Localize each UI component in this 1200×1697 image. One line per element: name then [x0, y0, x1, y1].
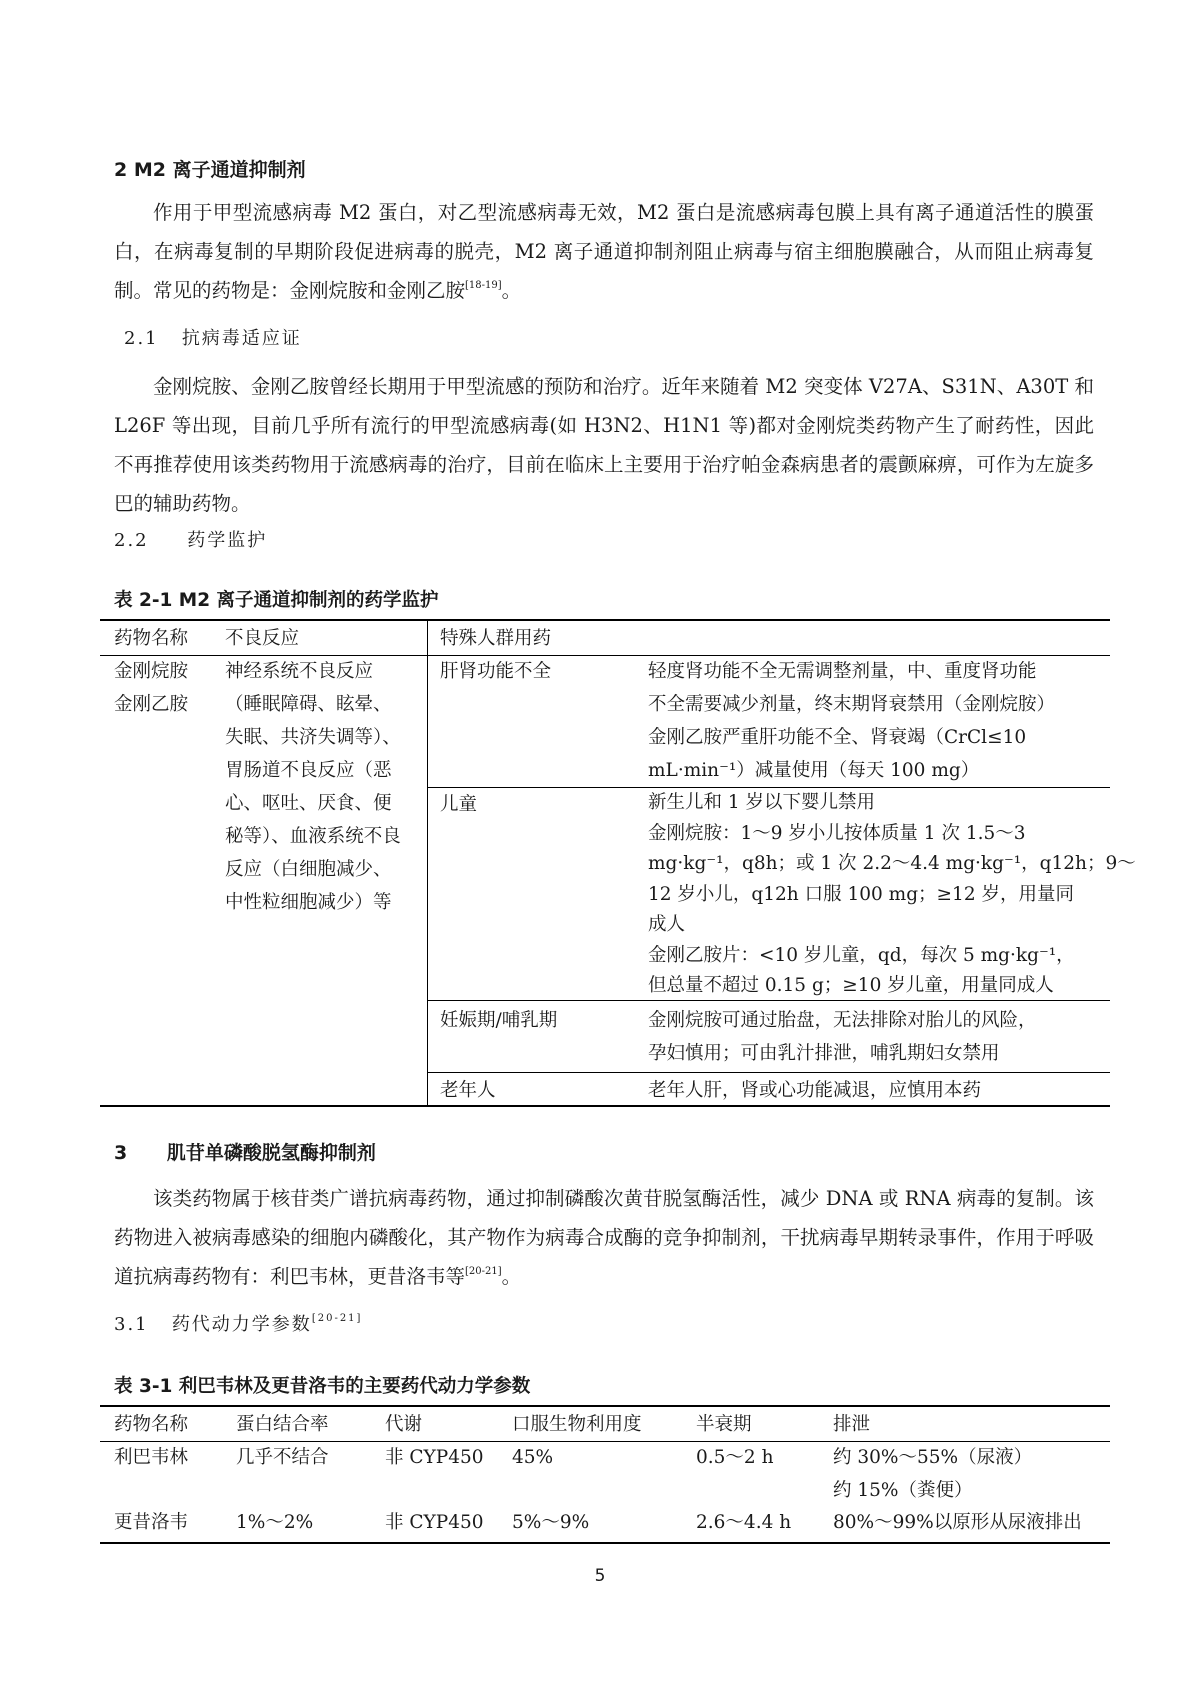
adverse-line: 失眠、共济失调等）、 — [225, 727, 401, 748]
header-drug-name: 药物名称 — [114, 628, 189, 649]
adverse-line: 秘等）、血液系统不良 — [225, 826, 401, 847]
guidance-line: 金刚烷胺：1～9 岁小儿按体质量 1 次 1.5～3 — [648, 822, 1026, 844]
subsection-number: 2.1 — [124, 328, 159, 349]
header-bioavailability: 口服生物利用度 — [512, 1414, 642, 1435]
subsection-title: 药代动力学参数 — [171, 1314, 312, 1335]
citation-ref: [20-21] — [311, 1313, 363, 1324]
section-3-heading: 3 肌苷单磷酸脱氢酶抑制剂 — [114, 1142, 376, 1164]
guidance-line: mg·kg⁻¹，q8h；或 1 次 2.2～4.4 mg·kg⁻¹，q12h；9～ — [648, 853, 1136, 874]
table-column-divider — [427, 619, 428, 1106]
bioavailability-value: 5%～9% — [512, 1512, 590, 1533]
table-2-1-caption: 表 2-1 M2 离子通道抑制剂的药学监护 — [114, 590, 439, 611]
header-metabolism: 代谢 — [385, 1414, 423, 1435]
header-excretion: 排泄 — [833, 1414, 871, 1435]
subsection-title: 药学监护 — [187, 530, 268, 551]
table-row-divider — [427, 1072, 1110, 1073]
section-3-text: 该类药物属于核苷类广谱抗病毒药物，通过抑制磷酸次黄苷脱氢酶活性，减少 DNA 或 RNA 病毒的复制。该药物进入被病毒感染的细胞内磷酸化，其产物作为病毒合成酶的竞争抑制剂，干扰病毒早期转录事件，作用于呼吸道抗病毒药物有：利巴韦林，更昔洛韦等 — [114, 1187, 1094, 1288]
guidance-line: 不全需要减少剂量，终末期肾衰禁用（金刚烷胺） — [648, 694, 1056, 715]
guidance-line: 但总量不超过 0.15 g；≥10 岁儿童，用量同成人 — [648, 975, 1054, 996]
metabolism-value: 非 CYP450 — [385, 1512, 484, 1533]
citation-ref: [18-19] — [465, 280, 502, 291]
bioavailability-value: 45% — [512, 1447, 554, 1468]
excretion-line: 约 15%（粪便） — [833, 1480, 973, 1501]
table-row — [114, 1506, 188, 1539]
section-2-heading: 2 M2 离子通道抑制剂 — [114, 159, 306, 181]
subsection-3-1-heading — [114, 1310, 362, 1336]
guidance-line: 金刚乙胺严重肝功能不全、肾衰竭（CrCl≤10 — [648, 727, 1027, 748]
guidance-line: 12 岁小儿，q12h 口服 100 mg；≥12 岁，用量同 — [648, 883, 1074, 905]
page-number: 5 — [594, 1566, 606, 1586]
subsection-number: 2.2 — [114, 530, 149, 551]
population-guidance — [648, 788, 1136, 1002]
population-label: 肝肾功能不全 — [440, 661, 552, 682]
population-guidance — [648, 1004, 1037, 1070]
header-half-life: 半衰期 — [696, 1414, 752, 1435]
protein-binding-value: 1%～2% — [236, 1512, 314, 1533]
subsection-2-2-heading — [114, 526, 267, 552]
subsection-2-1-text: 金刚烷胺、金刚乙胺曾经长期用于甲型流感的预防和治疗。近年来随着 M2 突变体 V27A、S31N、A30T 和 L26F 等出现，目前几乎所有流行的甲型流感病毒(如 H3N2、H1N1 等)都对金刚烷类药物产生了耐药性，因此不再推荐使用该类药物用于流感病毒的治疗，目前在临床上主要用于治疗帕金森病患者的震颤麻痹，可作为左旋多巴的辅助药物。 — [114, 375, 1094, 515]
adverse-reaction-cell — [225, 655, 401, 919]
half-life-value: 0.5～2 h — [696, 1447, 774, 1468]
population-guidance — [648, 655, 1055, 787]
adverse-line: 反应（白细胞减少、 — [225, 859, 392, 880]
subsection-title: 抗病毒适应证 — [181, 328, 302, 349]
half-life-value: 2.6～4.4 h — [696, 1512, 792, 1533]
drug-name: 金刚烷胺 — [114, 661, 189, 682]
drug-name-list — [114, 655, 188, 721]
population-label: 儿童 — [440, 794, 478, 815]
section-3-paragraph — [114, 1179, 1094, 1296]
guidance-line: 轻度肾功能不全无需调整剂量，中、重度肾功能 — [648, 661, 1037, 682]
citation-ref: [20-21] — [465, 1266, 502, 1277]
guidance-line: mL·min⁻¹）减量使用（每天 100 mg） — [648, 760, 980, 781]
subsection-2-1-heading — [124, 324, 302, 350]
protein-binding-value: 几乎不结合 — [236, 1447, 329, 1468]
adverse-line: 胃肠道不良反应（恶 — [225, 760, 392, 781]
population-label: 妊娠期/哺乳期 — [440, 1010, 558, 1031]
metabolism-value: 非 CYP450 — [385, 1447, 484, 1468]
adverse-line: 中性粒细胞减少）等 — [225, 892, 392, 913]
guidance-line: 成人 — [648, 914, 686, 935]
guidance-line: 新生儿和 1 岁以下婴儿禁用 — [648, 792, 876, 813]
table-row — [114, 1441, 188, 1474]
header-adverse-reaction: 不良反应 — [225, 628, 300, 649]
section-2-paragraph — [114, 193, 1094, 310]
subsection-number: 3.1 — [114, 1314, 149, 1335]
drug-name: 更昔洛韦 — [114, 1512, 189, 1533]
table-top-rule — [100, 619, 1110, 621]
section-2-tail: 。 — [501, 279, 522, 302]
adverse-line: 神经系统不良反应 — [225, 661, 374, 682]
adverse-line: 心、呕吐、厌食、便 — [225, 793, 392, 814]
excretion-value — [833, 1441, 1032, 1507]
table-3-1-caption: 表 3-1 利巴韦林及更昔洛韦的主要药代动力学参数 — [114, 1376, 531, 1397]
excretion-value: 80%～99%以原形从尿液排出 — [833, 1512, 1082, 1533]
population-guidance — [648, 1074, 981, 1107]
header-protein-binding: 蛋白结合率 — [236, 1414, 329, 1435]
table-bottom-rule — [100, 1542, 1110, 1544]
header-special-population: 特殊人群用药 — [440, 628, 552, 649]
excretion-line: 约 30%～55%（尿液） — [833, 1447, 1033, 1468]
section-3-tail: 。 — [501, 1265, 522, 1288]
guidance-line: 孕妇慎用；可由乳汁排泄，哺乳期妇女禁用 — [648, 1043, 1000, 1064]
header-drug-name: 药物名称 — [114, 1414, 189, 1435]
drug-name: 金刚乙胺 — [114, 694, 189, 715]
guidance-line: 金刚烷胺可通过胎盘，无法排除对胎儿的风险， — [648, 1010, 1037, 1031]
subsection-2-1-paragraph — [114, 367, 1094, 523]
section-2-text: 作用于甲型流感病毒 M2 蛋白，对乙型流感病毒无效，M2 蛋白是流感病毒包膜上具有离子通道活性的膜蛋白，在病毒复制的早期阶段促进病毒的脱壳，M2 离子通道抑制剂阻止病毒与宿主细胞膜融合，从而阻止病毒复制。常见的药物是：金刚烷胺和金刚乙胺 — [114, 201, 1094, 302]
guidance-line: 老年人肝，肾或心功能减退，应慎用本药 — [648, 1080, 982, 1101]
population-label: 老年人 — [440, 1080, 496, 1101]
table-top-rule — [100, 1405, 1110, 1407]
adverse-line: （睡眠障碍、眩晕、 — [225, 694, 392, 715]
guidance-line: 金刚乙胺片：<10 岁儿童，qd，每次 5 mg·kg⁻¹， — [648, 944, 1075, 966]
drug-name: 利巴韦林 — [114, 1447, 189, 1468]
